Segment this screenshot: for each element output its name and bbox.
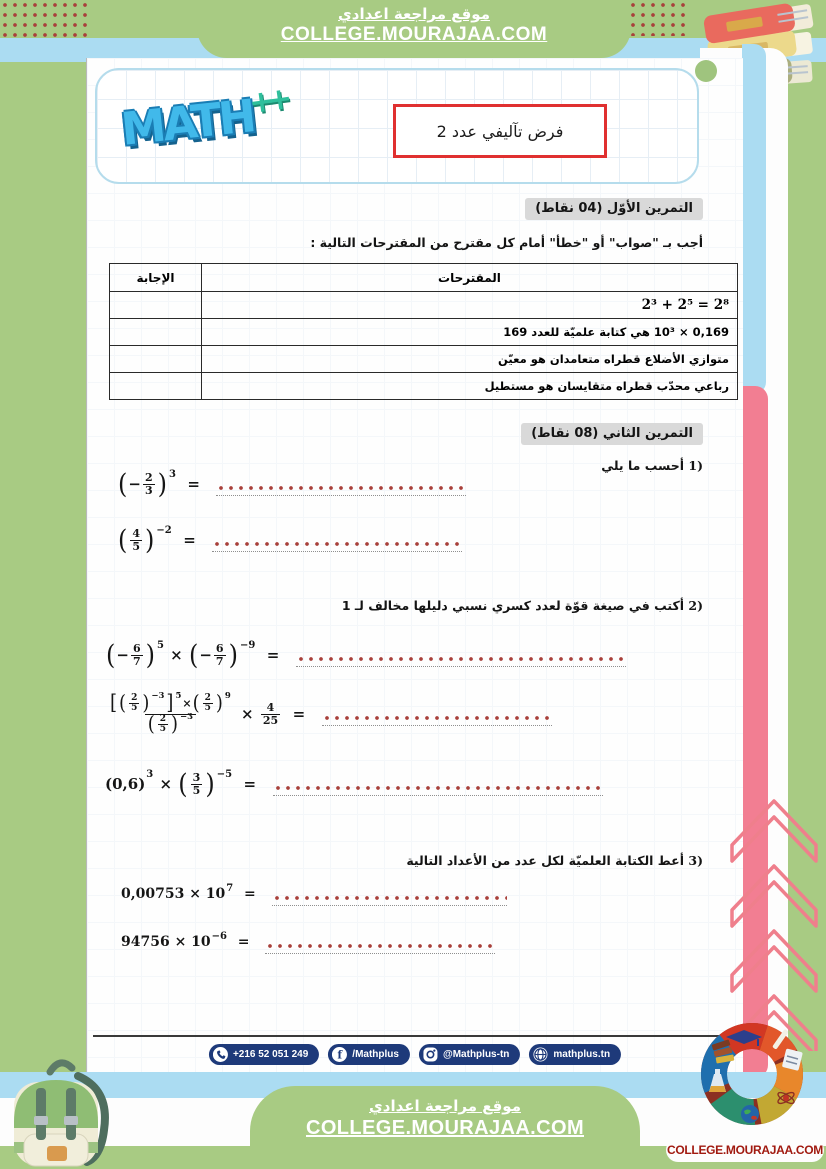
question-2 bbox=[342, 598, 703, 613]
proposition-text: رباعي محدّب قطراه متقايسان هو مستطيل bbox=[202, 373, 738, 400]
proposition-text: 2³ + 2⁵ = 2⁸ bbox=[641, 297, 729, 313]
blue-stripe bbox=[742, 44, 766, 394]
social-bar bbox=[209, 1044, 621, 1065]
formula-7: 94756 × 10 −6 = bbox=[121, 934, 495, 950]
backpack-icon bbox=[0, 1048, 118, 1169]
website-label: mathplus.tn bbox=[553, 1049, 611, 1060]
facebook-pill[interactable] bbox=[328, 1044, 410, 1065]
question-2-text: أكتب في صيغة قوّة لعدد كسري نسبي دليلها مخالف لـ 1 bbox=[341, 598, 685, 613]
question-3 bbox=[406, 853, 703, 868]
table-header-row bbox=[110, 264, 738, 292]
propositions-table bbox=[109, 263, 738, 400]
facebook-label: /Mathplus bbox=[352, 1049, 399, 1060]
site-header bbox=[197, 0, 631, 58]
whatsapp-pill[interactable] bbox=[209, 1044, 319, 1065]
table-row bbox=[110, 373, 738, 400]
facebook-icon bbox=[332, 1047, 347, 1062]
formula-1: ( − $\frac{2}{3}$ ) 3 = bbox=[117, 472, 466, 496]
exam-title-box bbox=[393, 104, 607, 158]
logo-text: MATH bbox=[118, 89, 256, 156]
table-row bbox=[110, 292, 738, 319]
dots-pattern bbox=[628, 0, 690, 36]
question-1 bbox=[601, 458, 703, 473]
mathplus-logo bbox=[118, 81, 291, 166]
svg-text:f: f bbox=[337, 1048, 343, 1062]
whatsapp-icon bbox=[213, 1047, 228, 1062]
exam-title: فرض تآليفي عدد 2 bbox=[436, 121, 564, 141]
chevron-up-icons bbox=[724, 783, 824, 1051]
propositions-column-header: المقترحات bbox=[202, 264, 738, 292]
proposition-text: 0,169 × 10³ هي كتابة علميّة للعدد 169 bbox=[202, 319, 738, 346]
answer-cell bbox=[110, 373, 202, 400]
formula-5: (0,6) 3 × ( $\frac{3}{5}$ ) −5 = bbox=[105, 772, 603, 796]
exercise1-instruction: أجب بـ "صواب" أو "خطأ" أمام كل مقترح من المقترحات التالية : bbox=[310, 235, 703, 250]
table-row bbox=[110, 346, 738, 373]
page-bottom-divider bbox=[93, 1035, 737, 1037]
formula-2: ( $\frac{4}{5}$ ) −2 = bbox=[117, 528, 462, 552]
formula-6: 0,00753 × 10 7 = bbox=[121, 886, 507, 902]
table-row bbox=[110, 319, 738, 346]
site-title-arabic[interactable]: موقع مراجعة اعدادي bbox=[338, 5, 490, 23]
question-3-text: أعط الكتابة العلميّة لكل عدد من الأعداد التالية bbox=[406, 853, 685, 868]
question-2-number: 2) bbox=[688, 598, 703, 613]
logo-plus-icon: ++ bbox=[246, 81, 288, 122]
formula-3: ( − $\frac{6}{7}$ ) 5 × ( − $\frac{6}{7}$ ) −9 = bbox=[105, 643, 626, 667]
exam-document bbox=[86, 58, 743, 1078]
instagram-pill[interactable] bbox=[419, 1044, 520, 1065]
proposition-cell bbox=[202, 292, 738, 319]
footer-title-arabic[interactable]: موقع مراجعة اعدادي bbox=[369, 1097, 521, 1115]
education-ring-logo bbox=[686, 1014, 822, 1140]
instagram-label: @Mathplus-tn bbox=[442, 1049, 510, 1060]
answer-cell bbox=[110, 292, 202, 319]
formula-4: [ ( $\frac{2}{5}$ ) −3 ] 5 × ( $\frac{2}{5}$ ) 9 ( $\frac{2}{5}$ ) −3 × $\frac{4}{25}$ = bbox=[105, 694, 552, 735]
decor-circle bbox=[695, 60, 717, 82]
proposition-text: متوازي الأضلاع قطراه متعامدان هو معيّن bbox=[202, 346, 738, 373]
instagram-icon bbox=[423, 1047, 438, 1062]
footer-domain-link[interactable]: COLLEGE.MOURAJAA.COM bbox=[306, 1117, 584, 1139]
site-footer bbox=[250, 1086, 640, 1169]
exercise2-heading: التمرين الثاني (08 نقاط) bbox=[521, 423, 703, 445]
answer-cell bbox=[110, 346, 202, 373]
question-3-number: 3) bbox=[688, 853, 703, 868]
document-header-card bbox=[95, 68, 699, 184]
question-1-text: أحسب ما يلي bbox=[601, 458, 685, 473]
website-pill[interactable] bbox=[529, 1044, 621, 1065]
answer-cell bbox=[110, 319, 202, 346]
globe-small-icon bbox=[741, 1105, 759, 1123]
site-domain-link[interactable]: COLLEGE.MOURAJAA.COM bbox=[280, 24, 548, 45]
exercise1-heading: التمرين الأوّل (04 نقاط) bbox=[525, 198, 703, 220]
answer-column-header: الإجابة bbox=[110, 264, 202, 292]
globe-icon bbox=[533, 1047, 548, 1062]
whatsapp-label: +216 52 051 249 bbox=[232, 1049, 309, 1060]
question-1-number: 1) bbox=[688, 458, 703, 473]
corner-brand-badge: COLLEGE.MOURAJAA.COM bbox=[666, 1138, 824, 1162]
